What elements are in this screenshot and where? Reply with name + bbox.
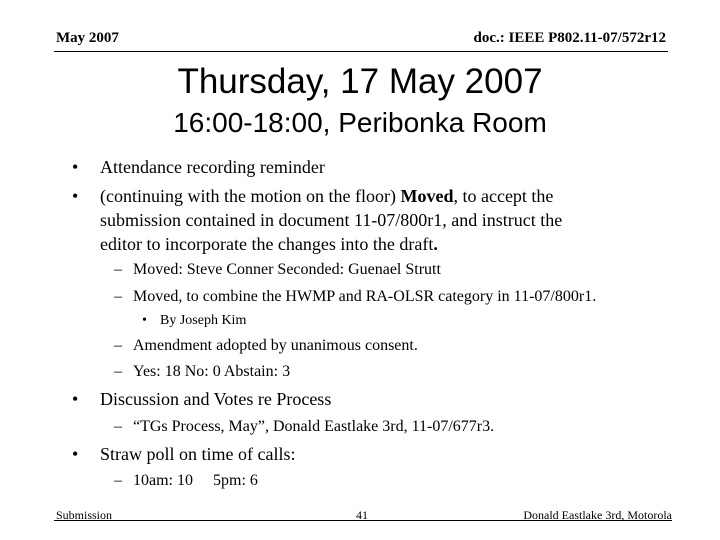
motion-text: , to accept the — [453, 186, 554, 206]
bullet-dot: • — [72, 186, 79, 206]
sub-bullet-adopted: Amendment adopted by unanimous consent. — [133, 337, 418, 354]
motion-context: (continuing with the motion on the floor) — [100, 186, 396, 206]
bullet-dot: • — [72, 157, 79, 177]
sub-bullet-dash: – — [114, 363, 122, 380]
bullet-straw-poll: Straw poll on time of calls: — [100, 444, 296, 464]
bullet-motion-line1 — [100, 184, 553, 209]
footer-submission: Submission — [56, 508, 113, 522]
sub-bullet-poll-result: 10am: 10 5pm: 6 — [133, 472, 258, 489]
footer-page-number: 41 — [356, 508, 368, 522]
sub-bullet-mover: Moved: Steve Conner Seconded: Guenael Strutt — [133, 261, 441, 278]
bullet-dot: • — [72, 444, 79, 464]
bullet-dot: • — [72, 389, 79, 409]
bullet-motion-line2: submission contained in document 11-07/800r1, and instruct the — [100, 210, 563, 230]
sub-bullet-dash: – — [114, 261, 122, 278]
motion-text-end: editor to incorporate the changes into the draft — [100, 234, 434, 254]
sub-sub-bullet-by: By Joseph Kim — [160, 313, 247, 328]
sub-bullet-dash: – — [114, 337, 122, 354]
motion-period: . — [433, 234, 438, 254]
bullet-discussion: Discussion and Votes re Process — [100, 389, 332, 409]
sub-bullet-combine: Moved, to combine the HWMP and RA-OLSR category in 11-07/800r1. — [133, 288, 597, 305]
header-doc-id: doc.: IEEE P802.11-07/572r12 — [473, 30, 666, 46]
sub-bullet-tgs-process: “TGs Process, May”, Donald Eastlake 3rd, 11-07/677r3. — [133, 418, 495, 435]
header-rule — [54, 51, 668, 52]
sub-bullet-dash: – — [114, 418, 122, 435]
footer-author: Donald Eastlake 3rd, Motorola — [523, 508, 672, 522]
slide-title: Thursday, 17 May 2007 — [177, 62, 543, 101]
motion-moved-word: Moved — [400, 186, 454, 206]
sub-sub-bullet-dot: • — [142, 313, 147, 328]
sub-bullet-dash: – — [114, 472, 122, 489]
bullet-motion-line3 — [100, 232, 438, 257]
header-date: May 2007 — [56, 30, 119, 46]
slide-subtitle: 16:00-18:00, Peribonka Room — [173, 107, 547, 138]
bullet-attendance: Attendance recording reminder — [100, 157, 325, 177]
sub-bullet-dash: – — [114, 288, 122, 305]
sub-bullet-vote: Yes: 18 No: 0 Abstain: 3 — [133, 363, 291, 380]
